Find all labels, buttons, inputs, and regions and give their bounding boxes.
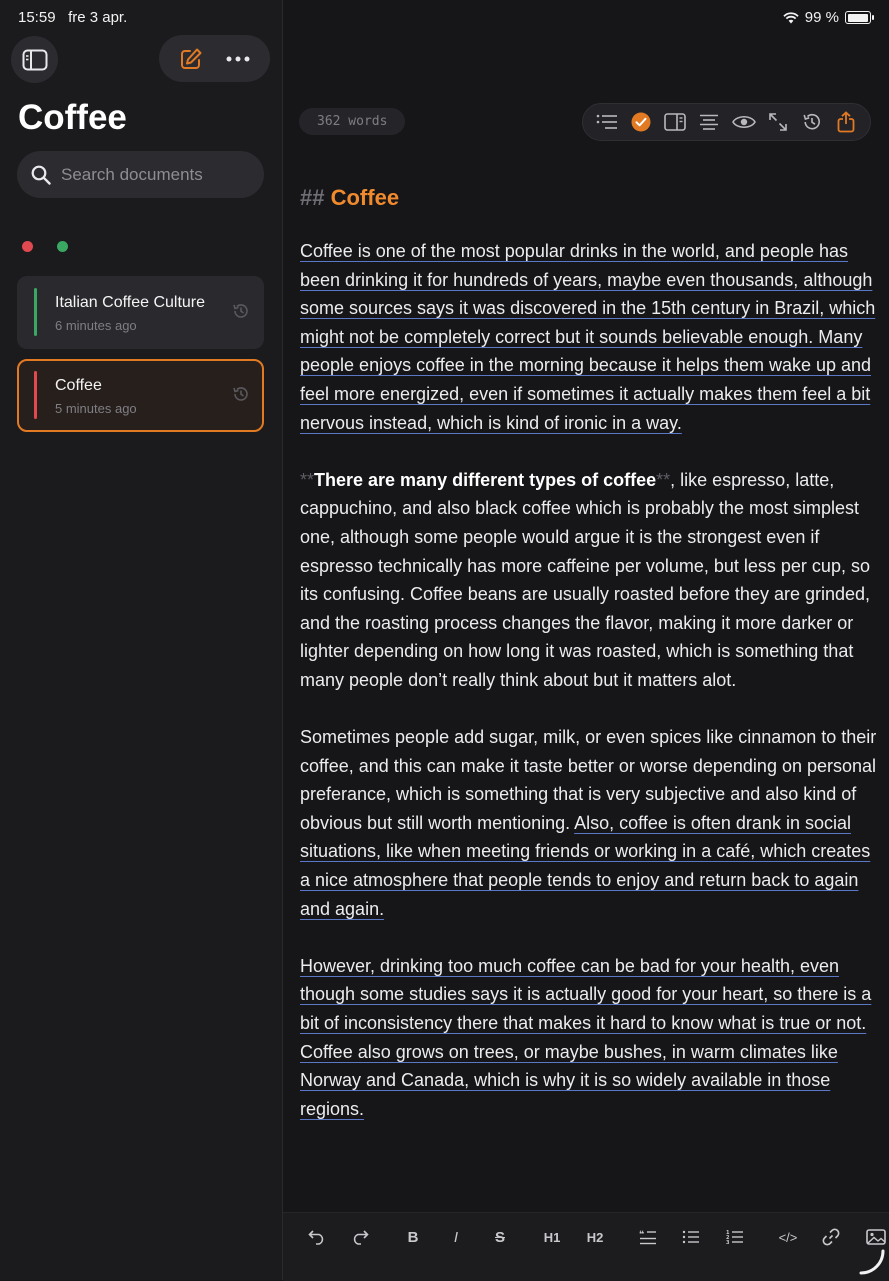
preview-button[interactable] bbox=[732, 110, 756, 134]
wifi-icon bbox=[783, 12, 799, 24]
toggle-sidebar-button[interactable] bbox=[11, 36, 58, 83]
history-button[interactable] bbox=[800, 110, 824, 134]
editor-content[interactable] bbox=[300, 180, 878, 1152]
svg-text:3: 3 bbox=[726, 1240, 730, 1245]
fullscreen-button[interactable] bbox=[766, 110, 790, 134]
bold-marker-open: ** bbox=[300, 469, 315, 490]
paragraph-2 bbox=[300, 466, 878, 695]
checkmark-circle-icon bbox=[631, 112, 651, 132]
battery-percent: 99 % bbox=[804, 9, 839, 26]
undo-button[interactable] bbox=[301, 1225, 333, 1249]
preview-pane-button[interactable] bbox=[663, 110, 687, 134]
search-icon bbox=[31, 165, 51, 185]
search-bar[interactable] bbox=[17, 151, 264, 198]
compose-icon bbox=[179, 47, 203, 71]
document-modified: 5 minutes ago bbox=[55, 401, 137, 416]
document-color-bar bbox=[34, 371, 37, 419]
bullet-list-button[interactable] bbox=[675, 1225, 707, 1249]
svg-text:❝: ❝ bbox=[639, 1230, 645, 1240]
battery-icon bbox=[845, 11, 871, 24]
heading2-button[interactable]: H2 bbox=[586, 1229, 604, 1245]
image-button[interactable] bbox=[866, 1225, 888, 1249]
svg-text:2: 2 bbox=[726, 1235, 730, 1241]
sidebar bbox=[0, 0, 283, 1280]
new-document-button[interactable] bbox=[179, 47, 203, 71]
quote-icon bbox=[639, 1229, 657, 1245]
document-modified: 6 minutes ago bbox=[55, 318, 137, 333]
bold-marker-close: ** bbox=[656, 469, 671, 490]
eye-icon bbox=[732, 114, 756, 130]
redo-icon bbox=[351, 1229, 369, 1245]
bold-button[interactable]: B bbox=[407, 1228, 419, 1246]
align-center-icon bbox=[699, 114, 719, 130]
heading-text: Coffee bbox=[330, 185, 400, 210]
document-item-active[interactable] bbox=[17, 359, 264, 432]
bullet-list-icon bbox=[682, 1230, 700, 1244]
align-button[interactable] bbox=[697, 110, 721, 134]
expand-icon bbox=[768, 112, 788, 132]
tag-filter bbox=[22, 241, 68, 252]
status-time: 15:59 fre 3 apr. bbox=[18, 9, 128, 26]
document-item[interactable] bbox=[17, 276, 264, 349]
svg-text:1: 1 bbox=[726, 1230, 730, 1236]
ellipsis-icon bbox=[226, 56, 250, 62]
heading-marker: ## bbox=[300, 185, 325, 210]
document-name: Coffee bbox=[55, 377, 102, 394]
outline-button[interactable] bbox=[595, 110, 619, 134]
sidebar-title: Coffee bbox=[18, 98, 127, 137]
history-icon[interactable] bbox=[232, 302, 250, 320]
heading1-button[interactable]: H1 bbox=[543, 1229, 561, 1245]
sidebar-icon bbox=[22, 49, 48, 71]
status-right bbox=[783, 9, 871, 26]
numbered-list-button[interactable] bbox=[719, 1225, 751, 1249]
history-icon bbox=[802, 112, 822, 132]
tag-red-dot[interactable] bbox=[22, 241, 33, 252]
paragraph-3-text: Sometimes people add sugar, milk, or even spices like cinnamon to their coffee, and this can make it taste better or worse depending on personal preferance, which is something that is very subjective and also kind of obvious but still worth mentioning. bbox=[300, 727, 877, 833]
document-heading bbox=[300, 180, 878, 216]
status-bar bbox=[0, 0, 889, 34]
share-button[interactable] bbox=[834, 110, 858, 134]
word-count: 362 words bbox=[299, 108, 405, 135]
format-bar bbox=[283, 1212, 889, 1281]
paragraph-1: Coffee is one of the most popular drinks in the world, and people has been drinking it for hundreds of years, maybe even thousands, although some sources says it was discovered in the 15th century in Brazil, which might not be completely correct but it sounds believable enough. Many people enjoys coffee in the morning because it helps them wake up and feel more energized, even if sometimes it actually makes them feel a bit nervous instead, which is kind of ironic in a way. bbox=[300, 241, 876, 433]
paragraph-4: However, drinking too much coffee can be bad for your health, even though some studies says it is actually good for your heart, so there is a bit of inconsistency there that makes it hard to know what is true or not. Coffee also grows on trees, or maybe bushes, in warm climates like Norway and Canada, which is why it is so widely available in those regions. bbox=[300, 955, 872, 1119]
list-icon bbox=[596, 114, 618, 130]
editor-toolbar bbox=[582, 103, 871, 141]
link-button[interactable] bbox=[815, 1225, 847, 1249]
tag-green-dot[interactable] bbox=[57, 241, 68, 252]
image-icon bbox=[866, 1229, 886, 1245]
sidebar-actions bbox=[159, 35, 270, 82]
search-input[interactable] bbox=[59, 164, 253, 186]
strikethrough-button[interactable]: S bbox=[494, 1228, 505, 1246]
redo-button[interactable] bbox=[344, 1225, 376, 1249]
share-icon bbox=[837, 111, 855, 133]
document-color-bar bbox=[34, 288, 37, 336]
italic-button[interactable]: I bbox=[453, 1228, 459, 1246]
numbered-list-icon bbox=[726, 1229, 744, 1245]
code-button[interactable]: </> bbox=[778, 1229, 798, 1245]
resize-handle-icon[interactable] bbox=[859, 1249, 885, 1275]
undo-icon bbox=[308, 1229, 326, 1245]
document-name: Italian Coffee Culture bbox=[55, 294, 206, 311]
paragraph-3-flagged: Also, coffee is often drank in social situations, like when meeting friends or working in a café, which creates a nice atmosphere that people tends to enjoy and return back to again and again. bbox=[300, 812, 871, 919]
paragraph-3 bbox=[300, 723, 878, 923]
link-icon bbox=[822, 1228, 840, 1246]
paragraph-2-text: , like espresso, latte, cappuchino, and also black coffee which is probably the most simplest one, although some people would argue it is the strongest even if espresso technically has more caffeine per volume, but less per cup, so its confusing. Coffee beans are usually roasted before they are grinded, and the roasting process changes the flavor, making it more darker or lighter depending on how long it was roasted, which is something that many people don’t really think about but it matters alot. bbox=[300, 469, 871, 690]
quote-button[interactable] bbox=[632, 1225, 664, 1249]
history-icon[interactable] bbox=[232, 385, 250, 403]
bold-text: There are many different types of coffee bbox=[314, 469, 657, 490]
split-view-icon bbox=[664, 113, 686, 131]
more-button[interactable] bbox=[226, 56, 250, 62]
spellcheck-button[interactable] bbox=[629, 110, 653, 134]
